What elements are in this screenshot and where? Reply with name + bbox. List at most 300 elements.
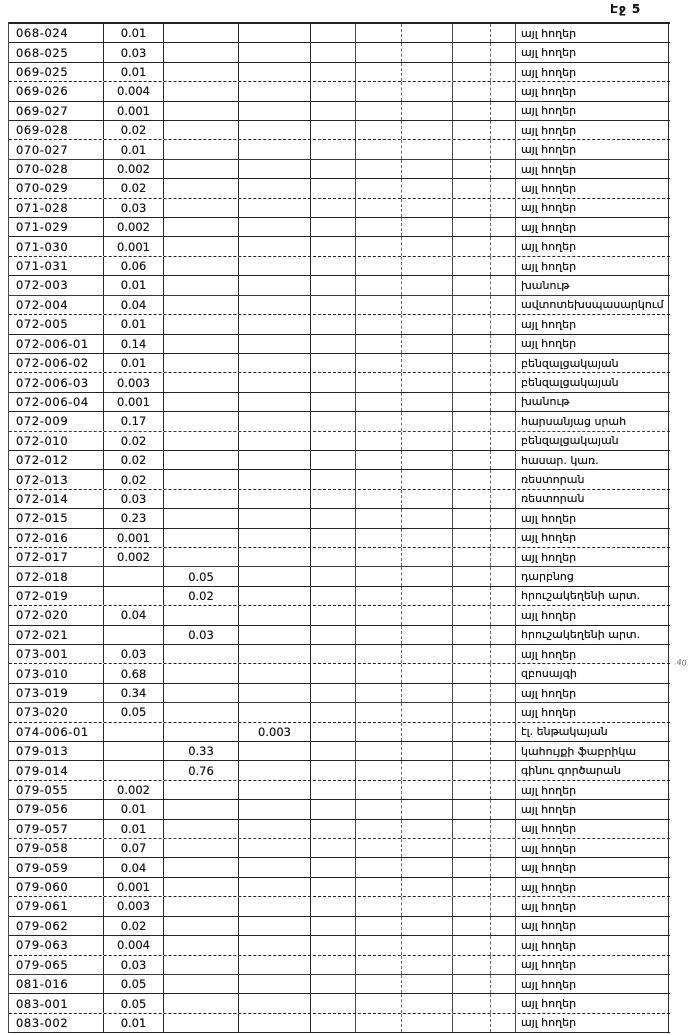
empty-cell (491, 121, 516, 139)
area-value-cell-1 (104, 761, 164, 779)
empty-cell (453, 393, 491, 411)
empty-cell (453, 237, 491, 255)
land-use-cell: բենզալցակայան (516, 432, 669, 450)
land-use-cell: խանութ (516, 393, 669, 411)
table-row (9, 897, 670, 916)
table-row (9, 335, 670, 354)
area-value-cell-1 (104, 723, 164, 741)
empty-cell (356, 296, 402, 314)
empty-cell (453, 82, 491, 100)
empty-cell (453, 296, 491, 314)
empty-cell (402, 839, 453, 857)
empty-cell (311, 936, 356, 954)
table-row (9, 24, 670, 43)
empty-cell (311, 490, 356, 508)
empty-cell (311, 723, 356, 741)
empty-cell (453, 703, 491, 721)
empty-cell (311, 781, 356, 799)
area-value-cell-2 (164, 956, 239, 974)
empty-cell (402, 315, 453, 333)
area-value-cell-2 (164, 1014, 239, 1032)
land-use-cell: դարբնոց (516, 567, 669, 585)
area-value-cell-3 (239, 820, 311, 838)
empty-cell (453, 140, 491, 158)
empty-cell (356, 451, 402, 469)
empty-cell (491, 800, 516, 818)
empty-cell (402, 975, 453, 993)
handwritten-margin-mark: .40 (673, 657, 688, 668)
table-row (9, 975, 670, 994)
table-row (9, 451, 670, 470)
parcel-code-cell: 072-003 (9, 276, 104, 294)
area-value-cell-2 (164, 994, 239, 1012)
empty-cell (402, 490, 453, 508)
parcel-code-cell: 072-006-02 (9, 354, 104, 372)
empty-cell (491, 703, 516, 721)
land-use-cell: այլ հողեր (516, 684, 669, 702)
area-value-cell-2 (164, 121, 239, 139)
parcel-code-cell: 079-058 (9, 839, 104, 857)
land-parcel-table (8, 22, 670, 1033)
empty-cell (453, 567, 491, 585)
empty-cell (491, 102, 516, 120)
empty-cell (491, 63, 516, 81)
table-row (9, 237, 670, 256)
table-row (9, 761, 670, 780)
land-use-cell: այլ հողեր (516, 140, 669, 158)
table-row (9, 548, 670, 567)
area-value-cell-3 (239, 432, 311, 450)
empty-cell (402, 626, 453, 644)
parcel-code-cell: 079-014 (9, 761, 104, 779)
empty-cell (311, 257, 356, 275)
area-value-cell-1 (104, 567, 164, 585)
parcel-code-cell: 072-020 (9, 606, 104, 624)
area-value-cell-3 (239, 800, 311, 818)
area-value-cell-1 (104, 626, 164, 644)
area-value-cell-3 (239, 1014, 311, 1032)
area-value-cell-3 (239, 102, 311, 120)
table-row (9, 956, 670, 975)
empty-cell (356, 917, 402, 935)
empty-cell (311, 315, 356, 333)
empty-cell (402, 761, 453, 779)
land-use-cell: այլ հողեր (516, 800, 669, 818)
land-use-cell: այլ հողեր (516, 63, 669, 81)
area-value-cell-2 (164, 140, 239, 158)
area-value-cell-3 (239, 606, 311, 624)
land-use-cell: այլ հողեր (516, 936, 669, 954)
empty-cell (453, 917, 491, 935)
area-value-cell-1: 0.01 (104, 820, 164, 838)
empty-cell (453, 335, 491, 353)
empty-cell (491, 742, 516, 760)
empty-cell (453, 490, 491, 508)
area-value-cell-1: 0.06 (104, 257, 164, 275)
area-value-cell-3 (239, 684, 311, 702)
empty-cell (356, 742, 402, 760)
empty-cell (356, 412, 402, 430)
land-use-cell: այլ հողեր (516, 858, 669, 876)
empty-cell (311, 703, 356, 721)
table-row (9, 490, 670, 509)
area-value-cell-2 (164, 432, 239, 450)
empty-cell (356, 432, 402, 450)
empty-cell (402, 24, 453, 42)
area-value-cell-1: 0.02 (104, 917, 164, 935)
parcel-code-cell: 070-028 (9, 160, 104, 178)
area-value-cell-2 (164, 199, 239, 217)
empty-cell (311, 140, 356, 158)
parcel-code-cell: 071-029 (9, 218, 104, 236)
parcel-code-cell: 079-062 (9, 917, 104, 935)
empty-cell (311, 684, 356, 702)
empty-cell (453, 218, 491, 236)
empty-cell (311, 839, 356, 857)
parcel-code-cell: 079-057 (9, 820, 104, 838)
land-use-cell: այլ հողեր (516, 994, 669, 1012)
empty-cell (491, 237, 516, 255)
empty-cell (356, 645, 402, 663)
empty-cell (356, 587, 402, 605)
empty-cell (311, 509, 356, 527)
area-value-cell-3 (239, 781, 311, 799)
area-value-cell-3 (239, 237, 311, 255)
empty-cell (402, 102, 453, 120)
empty-cell (453, 63, 491, 81)
area-value-cell-2 (164, 645, 239, 663)
empty-cell (453, 373, 491, 391)
area-value-cell-3 (239, 199, 311, 217)
area-value-cell-1: 0.05 (104, 975, 164, 993)
area-value-cell-1: 0.04 (104, 296, 164, 314)
area-value-cell-1: 0.01 (104, 24, 164, 42)
area-value-cell-2 (164, 548, 239, 566)
empty-cell (311, 102, 356, 120)
empty-cell (491, 723, 516, 741)
table-row (9, 781, 670, 800)
area-value-cell-2 (164, 858, 239, 876)
table-row (9, 839, 670, 858)
land-use-cell: այլ հողեր (516, 781, 669, 799)
table-row (9, 199, 670, 218)
area-value-cell-1: 0.002 (104, 160, 164, 178)
parcel-code-cell: 072-006-03 (9, 373, 104, 391)
parcel-code-cell: 079-059 (9, 858, 104, 876)
empty-cell (356, 858, 402, 876)
area-value-cell-2 (164, 800, 239, 818)
empty-cell (402, 43, 453, 61)
empty-cell (311, 975, 356, 993)
area-value-cell-1: 0.02 (104, 179, 164, 197)
area-value-cell-2: 0.02 (164, 587, 239, 605)
parcel-code-cell: 069-026 (9, 82, 104, 100)
empty-cell (356, 393, 402, 411)
land-use-cell: հրուշակեղենի արտ. (516, 587, 669, 605)
table-row (9, 858, 670, 877)
empty-cell (453, 936, 491, 954)
empty-cell (453, 412, 491, 430)
table-row (9, 587, 670, 606)
parcel-code-cell: 071-031 (9, 257, 104, 275)
area-value-cell-1: 0.01 (104, 354, 164, 372)
area-value-cell-2: 0.05 (164, 567, 239, 585)
empty-cell (491, 315, 516, 333)
parcel-code-cell: 072-017 (9, 548, 104, 566)
parcel-code-cell: 079-056 (9, 800, 104, 818)
table-row (9, 936, 670, 955)
land-use-cell: այլ հողեր (516, 315, 669, 333)
empty-cell (402, 179, 453, 197)
empty-cell (402, 723, 453, 741)
parcel-code-cell: 069-027 (9, 102, 104, 120)
empty-cell (453, 548, 491, 566)
empty-cell (311, 994, 356, 1012)
land-use-cell: այլ հողեր (516, 509, 669, 527)
area-value-cell-3 (239, 315, 311, 333)
table-row (9, 43, 670, 62)
empty-cell (356, 994, 402, 1012)
empty-cell (402, 63, 453, 81)
area-value-cell-2: 0.03 (164, 626, 239, 644)
empty-cell (402, 451, 453, 469)
area-value-cell-2 (164, 335, 239, 353)
empty-cell (311, 179, 356, 197)
area-value-cell-2 (164, 490, 239, 508)
empty-cell (311, 218, 356, 236)
empty-cell (311, 548, 356, 566)
area-value-cell-3 (239, 975, 311, 993)
empty-cell (356, 257, 402, 275)
empty-cell (311, 199, 356, 217)
empty-cell (491, 509, 516, 527)
land-use-cell: այլ հողեր (516, 878, 669, 896)
empty-cell (402, 936, 453, 954)
empty-cell (356, 140, 402, 158)
area-value-cell-1: 0.01 (104, 800, 164, 818)
area-value-cell-1: 0.003 (104, 897, 164, 915)
area-value-cell-1: 0.02 (104, 451, 164, 469)
parcel-code-cell: 079-061 (9, 897, 104, 915)
empty-cell (491, 917, 516, 935)
empty-cell (402, 140, 453, 158)
empty-cell (491, 24, 516, 42)
empty-cell (402, 684, 453, 702)
empty-cell (491, 878, 516, 896)
empty-cell (491, 587, 516, 605)
table-row (9, 63, 670, 82)
empty-cell (453, 664, 491, 682)
empty-cell (491, 257, 516, 275)
area-value-cell-1 (104, 587, 164, 605)
parcel-code-cell: 071-030 (9, 237, 104, 255)
parcel-code-cell: 074-006-01 (9, 723, 104, 741)
parcel-code-cell: 083-001 (9, 994, 104, 1012)
land-use-cell: այլ հողեր (516, 548, 669, 566)
area-value-cell-1: 0.04 (104, 858, 164, 876)
empty-cell (491, 529, 516, 547)
empty-cell (491, 664, 516, 682)
empty-cell (453, 723, 491, 741)
empty-cell (491, 567, 516, 585)
empty-cell (311, 237, 356, 255)
empty-cell (402, 160, 453, 178)
area-value-cell-3 (239, 412, 311, 430)
parcel-code-cell: 071-028 (9, 199, 104, 217)
table-row (9, 742, 670, 761)
table-row (9, 645, 670, 664)
empty-cell (311, 82, 356, 100)
parcel-code-cell: 070-029 (9, 179, 104, 197)
empty-cell (356, 470, 402, 488)
land-use-cell: այլ հողեր (516, 529, 669, 547)
empty-cell (453, 820, 491, 838)
empty-cell (311, 296, 356, 314)
empty-cell (356, 839, 402, 857)
parcel-code-cell: 072-016 (9, 529, 104, 547)
area-value-cell-1: 0.001 (104, 529, 164, 547)
empty-cell (491, 160, 516, 178)
empty-cell (402, 897, 453, 915)
area-value-cell-2 (164, 975, 239, 993)
empty-cell (491, 432, 516, 450)
area-value-cell-2 (164, 509, 239, 527)
empty-cell (356, 1014, 402, 1032)
area-value-cell-2 (164, 237, 239, 255)
table-row (9, 315, 670, 334)
land-use-cell: այլ հողեր (516, 102, 669, 120)
area-value-cell-2 (164, 897, 239, 915)
land-use-cell: կահույքի ֆաբրիկա (516, 742, 669, 760)
land-use-cell: այլ հողեր (516, 703, 669, 721)
area-value-cell-2 (164, 723, 239, 741)
area-value-cell-1: 0.03 (104, 199, 164, 217)
empty-cell (491, 490, 516, 508)
table-row (9, 994, 670, 1013)
empty-cell (311, 567, 356, 585)
empty-cell (311, 160, 356, 178)
area-value-cell-3 (239, 703, 311, 721)
area-value-cell-3 (239, 63, 311, 81)
area-value-cell-1: 0.34 (104, 684, 164, 702)
empty-cell (356, 956, 402, 974)
empty-cell (453, 179, 491, 197)
table-row (9, 432, 670, 451)
empty-cell (453, 529, 491, 547)
area-value-cell-2 (164, 24, 239, 42)
land-use-cell: էլ. ենթակայան (516, 723, 669, 741)
empty-cell (453, 975, 491, 993)
parcel-code-cell: 069-025 (9, 63, 104, 81)
empty-cell (402, 82, 453, 100)
area-value-cell-2 (164, 470, 239, 488)
empty-cell (453, 199, 491, 217)
land-use-cell: ռեստորան (516, 470, 669, 488)
area-value-cell-1: 0.001 (104, 102, 164, 120)
empty-cell (356, 800, 402, 818)
empty-cell (311, 858, 356, 876)
area-value-cell-1: 0.17 (104, 412, 164, 430)
land-use-cell: բենզալցակայան (516, 373, 669, 391)
parcel-code-cell: 070-027 (9, 140, 104, 158)
land-use-cell: այլ հողեր (516, 160, 669, 178)
area-value-cell-3 (239, 548, 311, 566)
area-value-cell-2 (164, 218, 239, 236)
empty-cell (453, 645, 491, 663)
table-row (9, 102, 670, 121)
area-value-cell-3 (239, 218, 311, 236)
area-value-cell-1: 0.02 (104, 121, 164, 139)
parcel-code-cell: 072-019 (9, 587, 104, 605)
empty-cell (453, 451, 491, 469)
area-value-cell-2 (164, 354, 239, 372)
land-use-cell: այլ հողեր (516, 82, 669, 100)
area-value-cell-2 (164, 315, 239, 333)
empty-cell (402, 606, 453, 624)
empty-cell (311, 761, 356, 779)
empty-cell (311, 742, 356, 760)
parcel-code-cell: 072-006-04 (9, 393, 104, 411)
empty-cell (491, 393, 516, 411)
table-row (9, 296, 670, 315)
empty-cell (453, 897, 491, 915)
table-row (9, 723, 670, 742)
empty-cell (402, 296, 453, 314)
land-use-cell: ավտոտեխսպասարկում (516, 296, 669, 314)
land-use-cell: այլ հողեր (516, 897, 669, 915)
empty-cell (356, 373, 402, 391)
empty-cell (402, 218, 453, 236)
table-row (9, 393, 670, 412)
table-row (9, 140, 670, 159)
empty-cell (453, 509, 491, 527)
empty-cell (356, 63, 402, 81)
empty-cell (491, 626, 516, 644)
table-row (9, 684, 670, 703)
empty-cell (356, 160, 402, 178)
empty-cell (453, 160, 491, 178)
area-value-cell-1: 0.003 (104, 373, 164, 391)
empty-cell (356, 315, 402, 333)
empty-cell (311, 956, 356, 974)
empty-cell (311, 43, 356, 61)
empty-cell (356, 121, 402, 139)
table-row (9, 529, 670, 548)
empty-cell (491, 606, 516, 624)
area-value-cell-2 (164, 160, 239, 178)
empty-cell (491, 548, 516, 566)
area-value-cell-1 (104, 742, 164, 760)
empty-cell (356, 703, 402, 721)
parcel-code-cell: 079-065 (9, 956, 104, 974)
empty-cell (453, 742, 491, 760)
parcel-code-cell: 072-018 (9, 567, 104, 585)
area-value-cell-3 (239, 761, 311, 779)
parcel-code-cell: 081-016 (9, 975, 104, 993)
area-value-cell-3 (239, 994, 311, 1012)
area-value-cell-1: 0.68 (104, 664, 164, 682)
land-use-cell: հասար. կառ. (516, 451, 669, 469)
area-value-cell-2 (164, 373, 239, 391)
area-value-cell-3 (239, 897, 311, 915)
area-value-cell-1: 0.004 (104, 82, 164, 100)
empty-cell (402, 567, 453, 585)
area-value-cell-3 (239, 82, 311, 100)
land-use-cell: այլ հողեր (516, 335, 669, 353)
area-value-cell-3 (239, 43, 311, 61)
empty-cell (356, 490, 402, 508)
empty-cell (311, 606, 356, 624)
